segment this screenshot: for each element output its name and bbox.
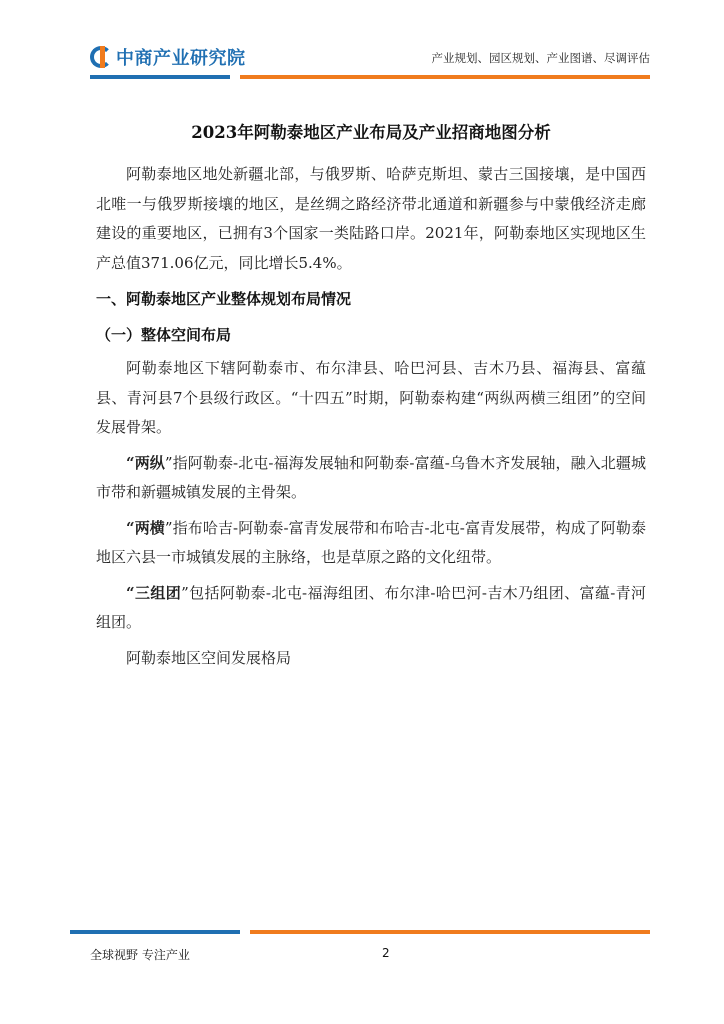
liangheng-text: ”指布哈吉-阿勒泰-富青发展带和布哈吉-北屯-富青发展带，构成了阿勒泰地区六县一市城镇发展的主脉络，也是草原之路的文化纽带。 bbox=[96, 518, 646, 566]
liangzong-paragraph bbox=[96, 449, 646, 508]
sanzutuan-keyword: “三组团 bbox=[126, 583, 182, 602]
figure-caption: 阿勒泰地区空间发展格局 bbox=[126, 648, 292, 667]
section-heading: 一、阿勒泰地区产业整体规划布局情况 bbox=[96, 290, 352, 308]
footer-divider bbox=[70, 930, 650, 934]
intro-paragraph: 阿勒泰地区地处新疆北部，与俄罗斯、哈萨克斯坦、蒙古三国接壤，是中国西北唯一与俄罗斯接壤的地区，是丝绸之路经济带北通道和新疆参与中蒙俄经济走廊建设的重要地区，已拥有3个国家一类陆路口岸。2021年，阿勒泰地区实现地区生产总值371.06亿元，同比增长5.4%。 bbox=[96, 165, 646, 272]
sanzutuan-text: ”包括阿勒泰-北屯-福海组团、布尔津-哈巴河-吉木乃组团、富蕴-青河组团。 bbox=[96, 583, 646, 631]
page-number: 2 bbox=[382, 946, 390, 960]
header-tagline: 产业规划、园区规划、产业图谱、尽调评估 bbox=[431, 51, 650, 65]
article-title: 2023年阿勒泰地区产业布局及产业招商地图分析 bbox=[191, 123, 551, 142]
company-logo bbox=[90, 44, 246, 70]
admin-paragraph: 阿勒泰地区下辖阿勒泰市、布尔津县、哈巴河县、吉木乃县、福海县、富蕴县、青河县7个县级行政区。“十四五”时期，阿勒泰构建“两纵两横三组团”的空间发展骨架。 bbox=[96, 359, 646, 436]
sanzutuan-paragraph bbox=[96, 579, 646, 638]
header-divider bbox=[90, 75, 650, 79]
subsection-heading: （一）整体空间布局 bbox=[96, 326, 232, 344]
page-header bbox=[90, 40, 650, 80]
liangheng-keyword: “两横 bbox=[126, 518, 165, 537]
logo-icon bbox=[90, 46, 112, 68]
logo-text: 中商产业研究院 bbox=[116, 48, 246, 69]
liangzong-keyword: “两纵 bbox=[126, 453, 165, 472]
footer-slogan: 全球视野 专注产业 bbox=[90, 948, 190, 962]
liangheng-paragraph bbox=[96, 514, 646, 573]
liangzong-text: ”指阿勒泰-北屯-福海发展轴和阿勒泰-富蕴-乌鲁木齐发展轴，融入北疆城市带和新疆城镇发展的主骨架。 bbox=[96, 453, 646, 501]
page-footer bbox=[70, 930, 650, 970]
article-body bbox=[96, 118, 646, 673]
